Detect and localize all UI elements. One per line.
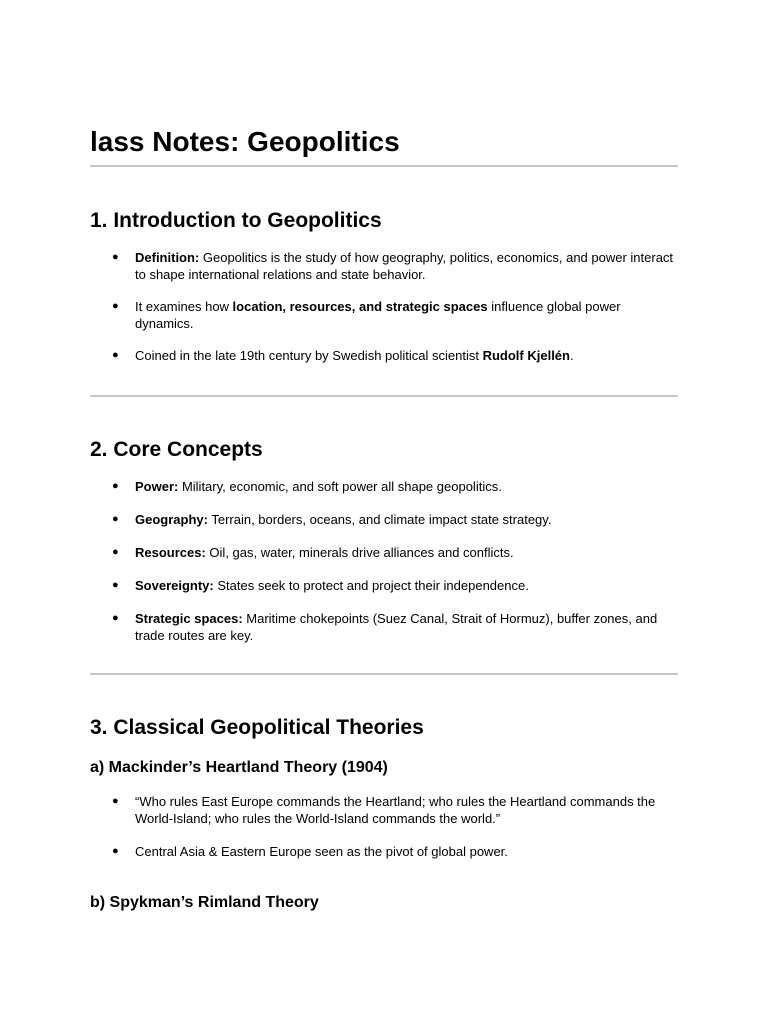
term-definition: Definition: xyxy=(135,250,200,265)
term-resources: Resources: xyxy=(135,545,206,560)
item-text: Oil, gas, water, minerals drive alliances and conflicts. xyxy=(205,545,514,560)
section-heading-core-concepts: 2. Core Concepts xyxy=(90,438,263,461)
bullet-icon: ● xyxy=(112,579,119,591)
item-text: States seek to protect and project their independence. xyxy=(213,578,529,593)
list-item xyxy=(90,478,675,495)
item-text: Military, economic, and soft power all shape geopolitics. xyxy=(178,479,502,494)
subheading-spykman: b) Spykman’s Rimland Theory xyxy=(90,894,319,911)
list-item xyxy=(90,511,675,528)
bullet-icon: ● xyxy=(112,546,119,558)
list-item xyxy=(90,793,675,827)
item-text: Geopolitics is the study of how geography, politics, economics, and power interact to shape international relations and state behavior. xyxy=(135,250,674,282)
bullet-icon: ● xyxy=(112,612,119,624)
list-item xyxy=(90,577,675,594)
item-text: . xyxy=(569,348,574,363)
item-text: Terrain, borders, oceans, and climate impact state strategy. xyxy=(207,512,552,527)
section-divider xyxy=(90,673,678,675)
term-geography: Geography: xyxy=(135,512,208,527)
item-emphasis: location, resources, and strategic spaces xyxy=(232,299,488,314)
section-divider xyxy=(90,165,678,167)
list-item xyxy=(90,347,675,364)
document-title: lass Notes: Geopolitics xyxy=(90,126,400,157)
item-text: Maritime chokepoints (Suez Canal, Strait of Hormuz), buffer zones, and trade routes are key. xyxy=(135,611,658,643)
list-item xyxy=(90,298,675,332)
section-heading-introduction: 1. Introduction to Geopolitics xyxy=(90,209,382,232)
introduction-list xyxy=(90,249,678,364)
list-item xyxy=(90,544,675,561)
item-text: It examines how xyxy=(135,299,233,314)
bullet-icon: ● xyxy=(112,480,119,492)
bullet-icon: ● xyxy=(112,845,119,857)
bullet-icon: ● xyxy=(112,300,119,312)
mackinder-list xyxy=(90,793,678,860)
item-text: Central Asia & Eastern Europe seen as the pivot of global power. xyxy=(135,844,508,859)
list-item xyxy=(90,610,675,644)
bullet-icon: ● xyxy=(112,349,119,361)
item-text: “Who rules East Europe commands the Heartland; who rules the Heartland commands the World-Island; who rules the World-Island commands the world.” xyxy=(135,794,656,826)
subheading-mackinder: a) Mackinder’s Heartland Theory (1904) xyxy=(90,759,388,776)
item-emphasis: Rudolf Kjellén xyxy=(482,348,570,363)
term-strategic-spaces: Strategic spaces: xyxy=(135,611,243,626)
item-text: Coined in the late 19th century by Swedish political scientist xyxy=(135,348,483,363)
item-text: influence global power dynamics. xyxy=(135,299,621,331)
list-item xyxy=(90,843,675,860)
section-heading-classical-theories: 3. Classical Geopolitical Theories xyxy=(90,716,424,739)
bullet-icon: ● xyxy=(112,795,119,807)
list-item xyxy=(90,249,675,283)
bullet-icon: ● xyxy=(112,251,119,263)
bullet-icon: ● xyxy=(112,513,119,525)
core-concepts-list xyxy=(90,478,678,644)
term-sovereignty: Sovereignty: xyxy=(135,578,214,593)
term-power: Power: xyxy=(135,479,179,494)
section-divider xyxy=(90,395,678,397)
